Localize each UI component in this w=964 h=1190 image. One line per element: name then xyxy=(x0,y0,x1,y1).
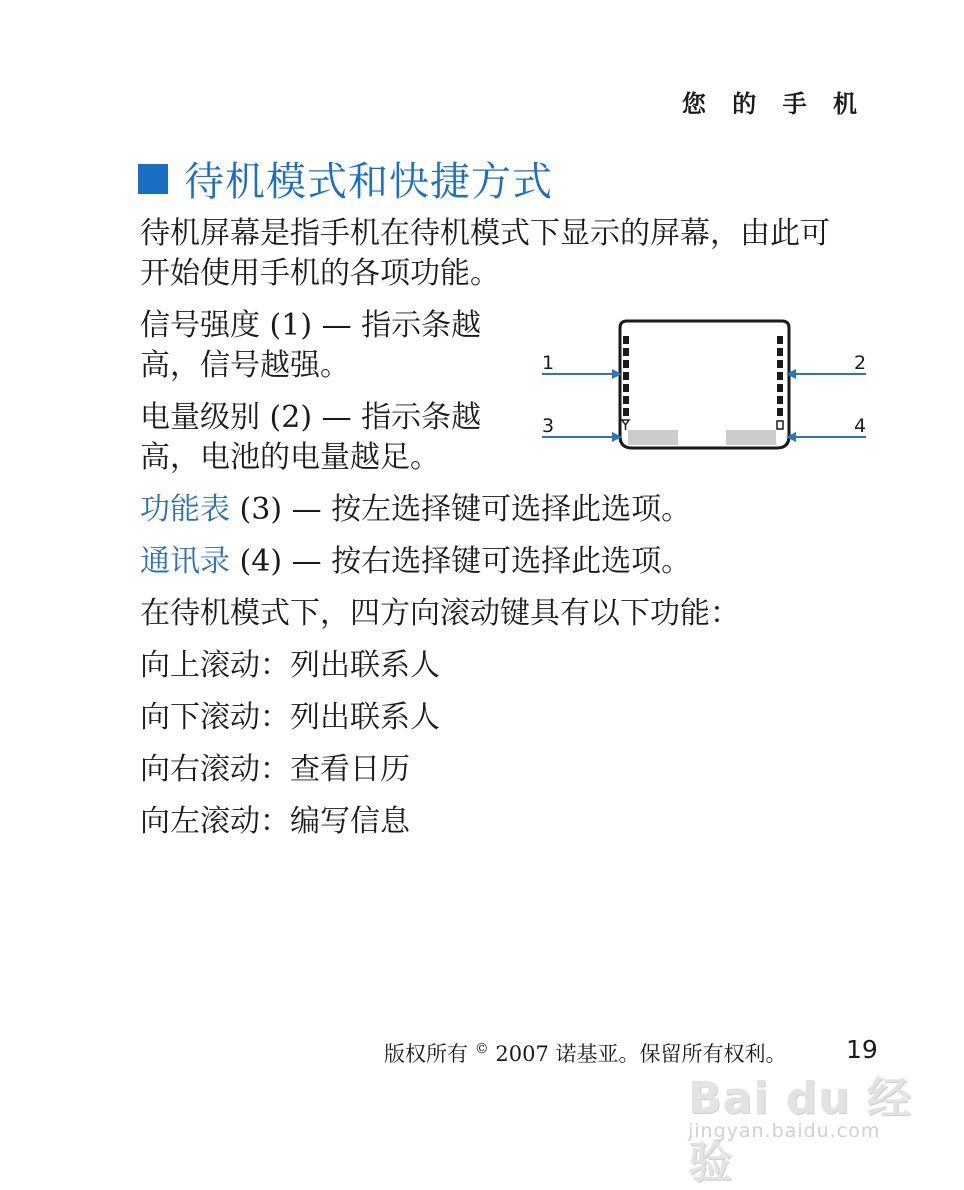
title-row xyxy=(138,150,553,207)
title-square-icon xyxy=(138,164,168,194)
menu-item-line xyxy=(140,490,691,530)
scroll-item-left: 向左滚动：编写信息 xyxy=(140,804,410,839)
copyright-post: 2007 诺基亚。保留所有权利。 xyxy=(488,1042,787,1066)
scroll-item-right: 向右滚动：查看日历 xyxy=(140,752,410,787)
intro-line: 待机屏幕是指手机在待机模式下显示的屏幕，由此可 xyxy=(140,216,830,251)
battery-line: 电量级别 (2) — 指示条越 xyxy=(140,400,482,435)
callout-label-1: 1 xyxy=(542,352,555,374)
signal-line: 信号强度 (1) — 指示条越 xyxy=(140,308,482,343)
menu-link[interactable]: 功能表 xyxy=(140,492,230,527)
baidu-watermark xyxy=(688,1062,918,1188)
battery-line: 高，电池的电量越足。 xyxy=(140,440,440,475)
section-header: 您 的 手 机 xyxy=(681,90,866,118)
watermark-url: jingyan.baidu.com xyxy=(688,1120,881,1142)
callout-label-2: 2 xyxy=(854,352,867,374)
page-title: 待机模式和快捷方式 xyxy=(184,159,553,205)
watermark-logo: Bai du 经验 xyxy=(688,1073,912,1188)
scroll-item-up: 向上滚动：列出联系人 xyxy=(140,648,440,683)
callout-label-4: 4 xyxy=(854,415,867,437)
signal-bars xyxy=(623,336,629,416)
scroll-intro: 在待机模式下，四方向滚动键具有以下功能： xyxy=(140,596,740,631)
contacts-link[interactable]: 通讯录 xyxy=(140,544,230,579)
contacts-description: (4) — 按右选择键可选择此选项。 xyxy=(230,544,692,579)
copyright-symbol: © xyxy=(474,1041,489,1057)
contacts-item-line xyxy=(140,542,691,582)
intro-line: 开始使用手机的各项功能。 xyxy=(140,256,500,291)
battery-paragraph xyxy=(140,398,481,478)
standby-screen-diagram xyxy=(534,312,874,462)
signal-line: 高，信号越强。 xyxy=(140,348,350,383)
scroll-item-down: 向下滚动：列出联系人 xyxy=(140,700,440,735)
callout-label-3: 3 xyxy=(542,415,555,437)
phone-screen-frame xyxy=(620,321,789,448)
battery-bars xyxy=(777,336,783,416)
copyright-pre: 版权所有 xyxy=(384,1042,475,1066)
right-softkey-area xyxy=(726,430,776,445)
menu-description: (3) — 按左选择键可选择此选项。 xyxy=(230,492,692,527)
signal-paragraph xyxy=(140,306,481,386)
left-softkey-area xyxy=(628,430,678,445)
page-number: 19 xyxy=(846,1035,878,1064)
intro-paragraph xyxy=(140,214,830,294)
